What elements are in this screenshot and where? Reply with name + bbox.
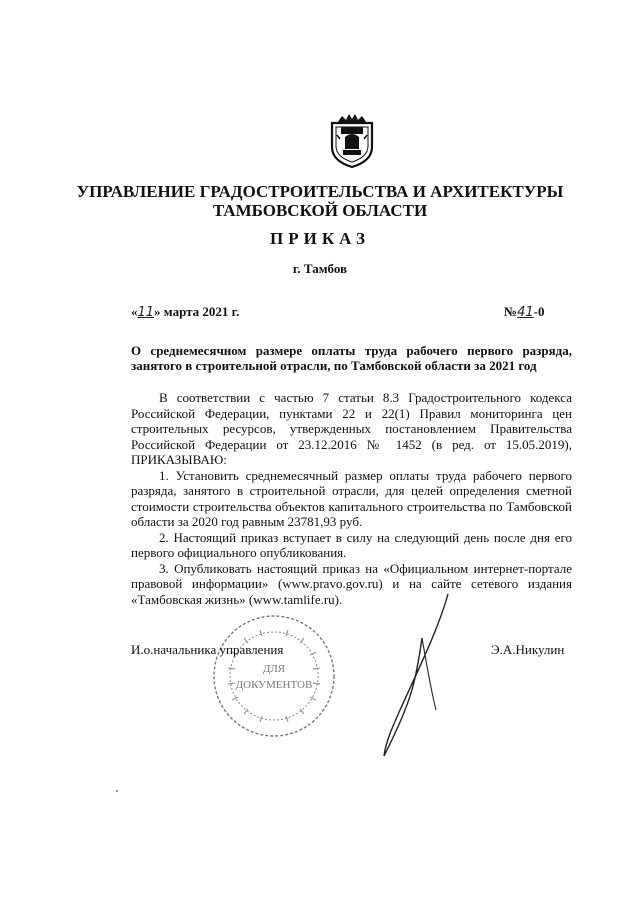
organization-name-line1: УПРАВЛЕНИЕ ГРАДОСТРОИТЕЛЬСТВА И АРХИТЕКТУРЫ bbox=[76, 182, 564, 201]
signatory-name: Э.А.Никулин bbox=[491, 642, 565, 657]
date-month-year: » марта 2021 г. bbox=[154, 304, 240, 319]
document-number bbox=[504, 304, 544, 320]
handwritten-signature bbox=[378, 590, 458, 760]
official-stamp bbox=[210, 612, 338, 740]
date-open-quote: « bbox=[131, 304, 138, 319]
coat-of-arms-emblem bbox=[329, 113, 375, 169]
preamble-paragraph: В соответствии с частью 7 статьи 8.3 Градостроительного кодекса Российской Федерации, пунктами 22 и 22(1) Правил мониторинга цен строительных ресурсов, утвержденных постановлением Правительства Российской Федерации от 23.12.2016 № 1452 (в ред. от 15.05.2019), ПРИКАЗЫВАЮ: bbox=[131, 390, 572, 467]
order-item-1: 1. Установить среднемесячный размер оплаты труда рабочего первого разряда, занятого в строительной отрасли, для целей определения сметной стоимости строительства объектов капитального строительства по Тамбовской области за 2020 год равным 23781,93 руб. bbox=[131, 467, 572, 529]
number-suffix: -0 bbox=[533, 304, 545, 319]
document-type-title: ПРИКАЗ bbox=[270, 229, 370, 248]
document-date bbox=[131, 304, 239, 320]
date-day-handwritten: 11 bbox=[137, 305, 155, 320]
document-city: г. Тамбов bbox=[292, 261, 348, 276]
document-body bbox=[131, 390, 572, 607]
stamp-center-line2: ДОКУМЕНТОВ bbox=[235, 679, 313, 691]
number-prefix: № bbox=[504, 304, 518, 319]
stamp-center-line1: ДЛЯ bbox=[262, 663, 286, 675]
order-item-2: 2. Настоящий приказ вступает в силу на следующий день после дня его первого официального опубликования. bbox=[131, 529, 572, 560]
document-subject: О среднемесячном размере оплаты труда рабочего первого разряда, занятого в строительной отрасли, по Тамбовской области за 2021 год bbox=[131, 343, 572, 373]
organization-name-line2: ТАМБОВСКОЙ ОБЛАСТИ bbox=[212, 201, 428, 220]
scan-speck bbox=[116, 790, 118, 792]
order-item-3: 3. Опубликовать настоящий приказ на «Официальном интернет-портале правовой информации» (www.pravo.gov.ru) и на сайте сетевого издания «Тамбовская жизнь» (www.tamlife.ru). bbox=[131, 560, 572, 607]
signatory-position: И.о.начальника управления bbox=[131, 642, 284, 657]
number-handwritten: 41 bbox=[517, 305, 534, 320]
